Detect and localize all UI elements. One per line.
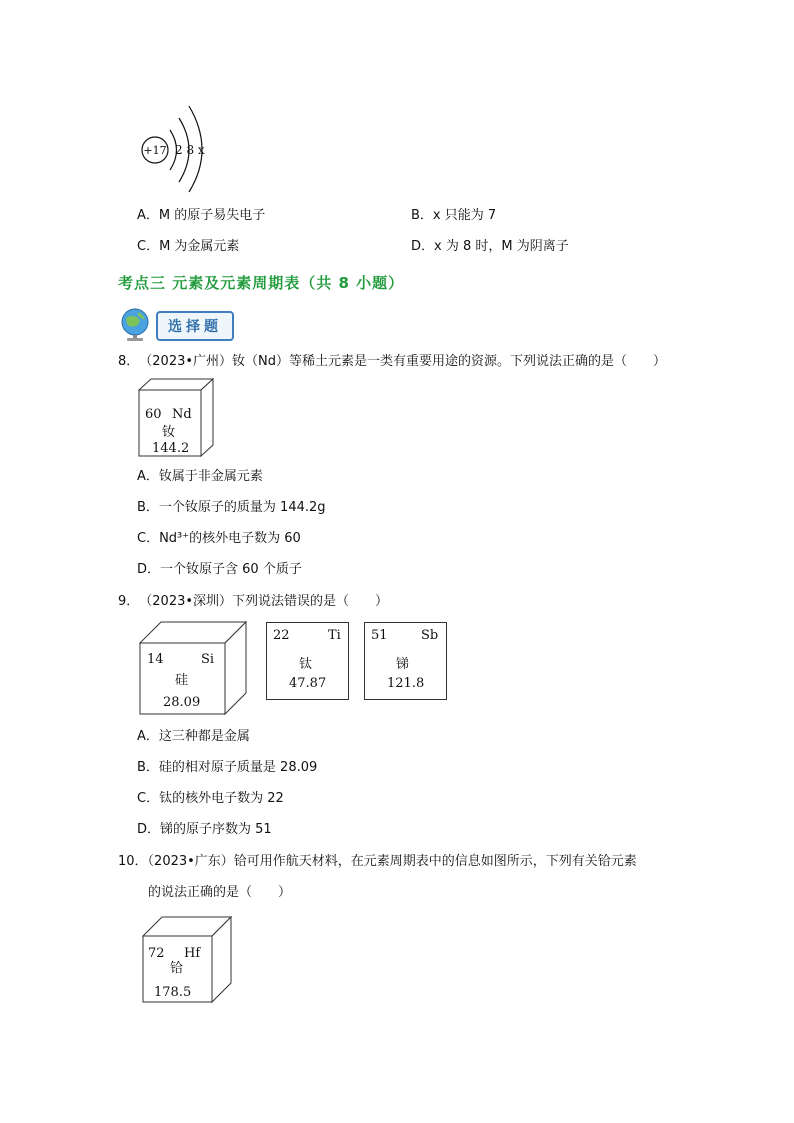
si-atomic-number: 14 — [147, 652, 164, 667]
q10-stem-line2: 的说法正确的是（ ） — [148, 885, 292, 900]
q7-option-d: D．x 为 8 时，M 为阴离子 — [411, 239, 569, 254]
sb-symbol: Sb — [421, 628, 439, 643]
nucleus-charge: +17 — [143, 144, 167, 157]
sb-mass: 121.8 — [387, 676, 425, 691]
sb-atomic-number: 51 — [371, 628, 388, 643]
hf-symbol: Hf — [184, 946, 201, 961]
q9-stem: 9． （2023•深圳）下列说法错误的是（ ） — [118, 594, 389, 609]
element-card-hf — [142, 916, 232, 1004]
q7-option-b: B．x 只能为 7 — [411, 208, 497, 223]
q8-stem: 8． （2023•广州）钕（Nd）等稀土元素是一类有重要用途的资源。下列说法正确的是（ ） — [118, 354, 667, 369]
question-type-badge: 选择题 — [156, 311, 234, 341]
q9-option-b: B．硅的相对原子质量是 28.09 — [137, 760, 318, 775]
shell-electrons: 2 8 x — [175, 143, 205, 157]
ti-symbol: Ti — [328, 628, 341, 643]
q7-option-c: C．M 为金属元素 — [137, 239, 240, 254]
sb-name: 锑 — [396, 657, 410, 672]
q7-option-a: A．M 的原子易失电子 — [137, 208, 266, 223]
nd-name: 钕 — [162, 425, 176, 440]
element-card-si — [139, 621, 247, 716]
hf-atomic-number: 72 — [148, 946, 165, 961]
element-card-ti — [266, 622, 349, 700]
q10-stem-line1: 10．（2023•广东）铪可用作航天材料，在元素周期表中的信息如图所示，下列有关铪元素 — [118, 854, 637, 869]
q8-option-c: C．Nd³⁺的核外电子数为 60 — [137, 531, 301, 546]
ti-atomic-number: 22 — [273, 628, 290, 643]
atom-structure-diagram — [135, 100, 225, 195]
globe-icon — [118, 306, 154, 342]
q8-option-d: D．一个钕原子含 60 个质子 — [137, 562, 302, 577]
q9-option-c: C．钛的核外电子数为 22 — [137, 791, 284, 806]
nd-symbol: Nd — [172, 407, 192, 422]
element-card-nd — [138, 378, 214, 458]
q8-option-a: A．钕属于非金属元素 — [137, 469, 263, 484]
q9-option-a: A．这三种都是金属 — [137, 729, 250, 744]
element-card-sb — [364, 622, 447, 700]
section-title: 考点三 元素及元素周期表（共 8 小题） — [118, 274, 405, 292]
hf-name: 铪 — [170, 961, 184, 976]
q8-option-b: B．一个钕原子的质量为 144.2g — [137, 500, 326, 515]
q9-option-d: D．锑的原子序数为 51 — [137, 822, 272, 837]
ti-name: 钛 — [299, 657, 313, 672]
hf-mass: 178.5 — [154, 985, 192, 1000]
ti-mass: 47.87 — [289, 676, 327, 691]
nd-mass: 144.2 — [152, 441, 190, 456]
si-symbol: Si — [201, 652, 215, 667]
si-mass: 28.09 — [163, 695, 201, 710]
nd-atomic-number: 60 — [145, 407, 162, 422]
si-name: 硅 — [175, 673, 189, 688]
